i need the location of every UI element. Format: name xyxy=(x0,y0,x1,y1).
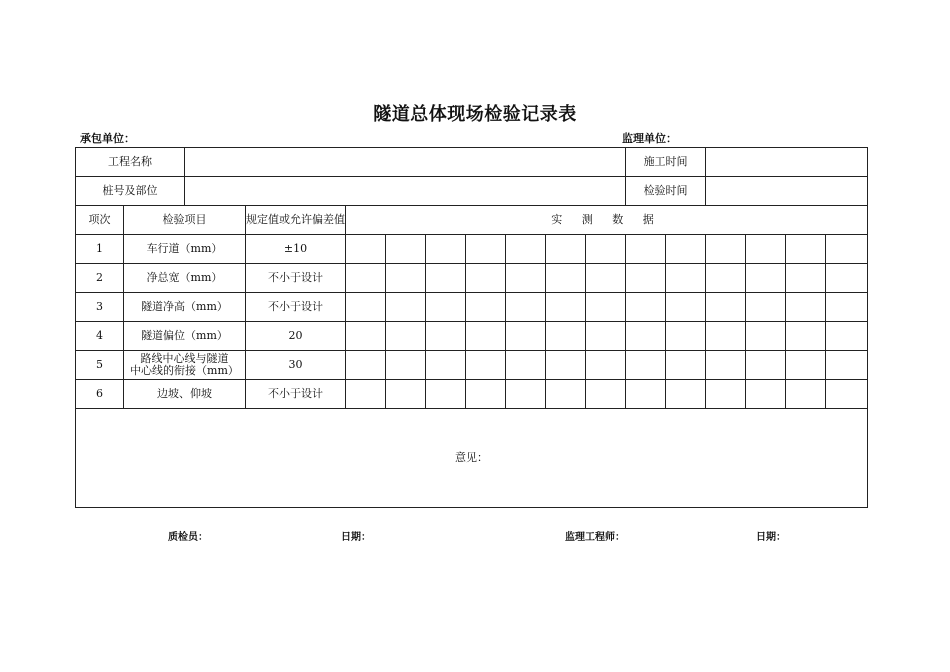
measure-cell[interactable] xyxy=(466,380,506,409)
opinion-row xyxy=(76,409,868,508)
date-label-2: 日期： xyxy=(756,532,786,543)
measure-cell[interactable] xyxy=(786,293,826,322)
measure-cell[interactable] xyxy=(546,322,586,351)
measure-cell[interactable] xyxy=(746,235,786,264)
row-no: 5 xyxy=(76,351,124,380)
measure-cell[interactable] xyxy=(626,380,666,409)
measure-cell[interactable] xyxy=(546,293,586,322)
measure-cell[interactable] xyxy=(746,380,786,409)
column-header-measured: 实 测 数 据 xyxy=(346,206,868,235)
opinion-cell[interactable] xyxy=(76,409,868,508)
measure-cell[interactable] xyxy=(626,293,666,322)
table-row xyxy=(76,351,868,380)
measure-cell[interactable] xyxy=(786,322,826,351)
measure-cell[interactable] xyxy=(546,264,586,293)
measure-cell[interactable] xyxy=(426,293,466,322)
measure-cell[interactable] xyxy=(586,322,626,351)
measure-cell[interactable] xyxy=(826,351,868,380)
measure-cell[interactable] xyxy=(346,264,386,293)
measure-cell[interactable] xyxy=(666,293,706,322)
measure-cell[interactable] xyxy=(466,293,506,322)
row-spec: 不小于设计 xyxy=(246,380,346,409)
measure-cell[interactable] xyxy=(466,264,506,293)
measure-cell[interactable] xyxy=(506,351,546,380)
measure-cell[interactable] xyxy=(746,351,786,380)
measure-cell[interactable] xyxy=(706,380,746,409)
measure-cell[interactable] xyxy=(426,351,466,380)
measure-cell[interactable] xyxy=(786,380,826,409)
measure-cell[interactable] xyxy=(626,322,666,351)
measure-cell[interactable] xyxy=(746,293,786,322)
measure-cell[interactable] xyxy=(586,293,626,322)
measure-cell[interactable] xyxy=(346,322,386,351)
row-item: 边坡、仰坡 xyxy=(124,380,246,409)
row-item: 隧道净高（mm） xyxy=(124,293,246,322)
project-name-value[interactable] xyxy=(185,148,626,177)
measure-cell[interactable] xyxy=(626,351,666,380)
engineer-label: 监理工程师： xyxy=(565,532,625,543)
row-spec: 20 xyxy=(246,322,346,351)
row-no: 3 xyxy=(76,293,124,322)
row-item: 净总宽（mm） xyxy=(124,264,246,293)
inspector-label: 质检员： xyxy=(168,532,208,543)
measure-cell[interactable] xyxy=(626,264,666,293)
measure-cell[interactable] xyxy=(786,264,826,293)
measure-cell[interactable] xyxy=(466,322,506,351)
measure-cell[interactable] xyxy=(386,322,426,351)
measure-cell[interactable] xyxy=(826,380,868,409)
measure-cell[interactable] xyxy=(346,351,386,380)
column-header-spec: 规定值或允许偏差值 xyxy=(246,206,346,235)
opinion-label: 意见： xyxy=(455,451,489,464)
measure-cell[interactable] xyxy=(466,235,506,264)
measure-cell[interactable] xyxy=(346,380,386,409)
measure-cell[interactable] xyxy=(426,380,466,409)
measure-cell[interactable] xyxy=(586,380,626,409)
measure-cell[interactable] xyxy=(666,351,706,380)
row-spec: 30 xyxy=(246,351,346,380)
measure-cell[interactable] xyxy=(546,235,586,264)
measure-cell[interactable] xyxy=(786,351,826,380)
measure-cell[interactable] xyxy=(586,351,626,380)
table-row xyxy=(76,235,868,264)
measure-cell[interactable] xyxy=(666,380,706,409)
measure-cell[interactable] xyxy=(426,264,466,293)
measure-cell[interactable] xyxy=(706,322,746,351)
measure-cell[interactable] xyxy=(666,235,706,264)
measure-cell[interactable] xyxy=(826,293,868,322)
row-item: 车行道（mm） xyxy=(124,235,246,264)
row-item: 隧道偏位（mm） xyxy=(124,322,246,351)
measure-cell[interactable] xyxy=(506,264,546,293)
construction-time-label: 施工时间 xyxy=(626,148,706,177)
column-header-row xyxy=(76,206,868,235)
table-row xyxy=(76,293,868,322)
table-row xyxy=(76,380,868,409)
measure-cell[interactable] xyxy=(746,322,786,351)
project-name-row xyxy=(76,148,868,177)
measure-cell[interactable] xyxy=(346,293,386,322)
measure-cell[interactable] xyxy=(666,322,706,351)
measure-cell[interactable] xyxy=(586,235,626,264)
measure-cell[interactable] xyxy=(666,264,706,293)
measure-cell[interactable] xyxy=(346,235,386,264)
measure-cell[interactable] xyxy=(426,322,466,351)
row-no: 1 xyxy=(76,235,124,264)
station-part-value[interactable] xyxy=(185,177,626,206)
table-row xyxy=(76,322,868,351)
date-label: 日期： xyxy=(341,532,371,543)
measure-cell[interactable] xyxy=(466,351,506,380)
measure-cell[interactable] xyxy=(826,264,868,293)
column-header-item: 检验项目 xyxy=(124,206,246,235)
measure-cell[interactable] xyxy=(826,235,868,264)
measure-cell[interactable] xyxy=(746,264,786,293)
row-no: 2 xyxy=(76,264,124,293)
measure-cell[interactable] xyxy=(386,235,426,264)
row-item-line: 中心线的衔接（mm） xyxy=(130,364,239,377)
measure-cell[interactable] xyxy=(386,351,426,380)
measure-cell[interactable] xyxy=(506,380,546,409)
measure-cell[interactable] xyxy=(506,235,546,264)
measure-cell[interactable] xyxy=(386,293,426,322)
supervisor-label: 监理单位： xyxy=(622,132,677,145)
measure-cell[interactable] xyxy=(786,235,826,264)
row-item-line: 路线中心线与隧道 xyxy=(140,352,229,365)
form-title: 隧道总体现场检验记录表 xyxy=(373,104,577,125)
inspection-time-value[interactable] xyxy=(706,177,868,206)
measure-cell[interactable] xyxy=(826,322,868,351)
row-no: 4 xyxy=(76,322,124,351)
measure-cell[interactable] xyxy=(506,293,546,322)
measure-cell[interactable] xyxy=(706,351,746,380)
measure-cell[interactable] xyxy=(386,380,426,409)
contractor-label: 承包单位： xyxy=(80,132,135,145)
measure-cell[interactable] xyxy=(546,380,586,409)
station-part-row xyxy=(76,177,868,206)
measure-cell[interactable] xyxy=(586,264,626,293)
measure-cell[interactable] xyxy=(706,235,746,264)
station-part-label: 桩号及部位 xyxy=(76,177,185,206)
row-item xyxy=(124,351,246,380)
inspection-time-label: 检验时间 xyxy=(626,177,706,206)
measure-cell[interactable] xyxy=(426,235,466,264)
row-spec: 不小于设计 xyxy=(246,264,346,293)
measure-cell[interactable] xyxy=(706,293,746,322)
measure-cell[interactable] xyxy=(546,351,586,380)
measure-cell[interactable] xyxy=(506,322,546,351)
construction-time-value[interactable] xyxy=(706,148,868,177)
inspection-table xyxy=(75,147,868,508)
row-no: 6 xyxy=(76,380,124,409)
measure-cell[interactable] xyxy=(386,264,426,293)
column-header-no: 项次 xyxy=(76,206,124,235)
measure-cell[interactable] xyxy=(626,235,666,264)
table-row xyxy=(76,264,868,293)
row-spec: 不小于设计 xyxy=(246,293,346,322)
project-name-label: 工程名称 xyxy=(76,148,185,177)
measure-cell[interactable] xyxy=(706,264,746,293)
row-spec: ±10 xyxy=(246,235,346,264)
